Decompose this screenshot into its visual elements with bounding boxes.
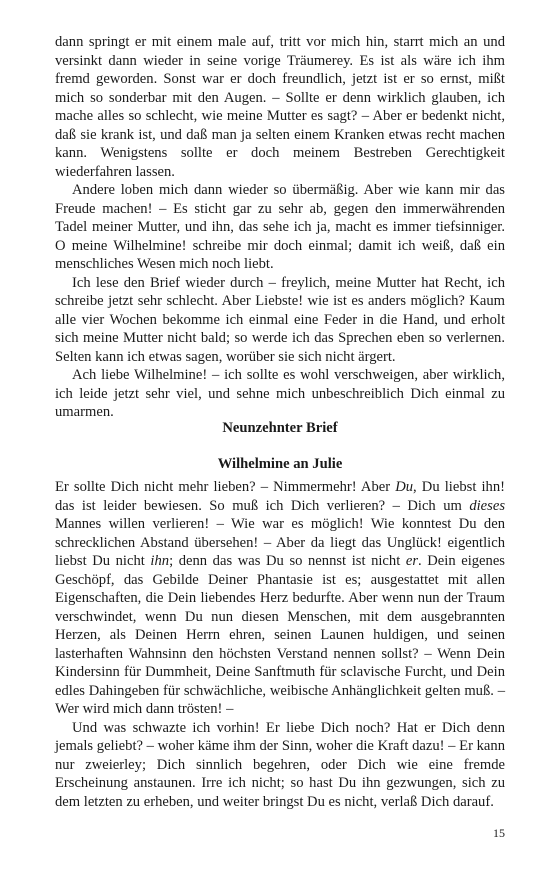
page-number: 15 [493,826,505,840]
paragraph: Andere loben mich dann wieder so übermäßig. Aber wie kann mir das Freude machen! – Es sticht gar zu sehr ab, gegen den immerwährenden Tadel meiner Mutter, und ihn, das sehe ich ja, macht es immer tiefsinniger. O meine Wilhelmine! schreibe mir doch einmal; damit ich weiß, daß ein menschliches Wesen mich noch liebt. [55,182,505,272]
text-run: , Du liebst ihn! das ist leider bewiesen. So muß ich Dich verlieren? – Dich um [55,479,505,514]
letter-19-body [55,478,505,811]
emphasis: er [405,553,419,569]
paragraph [55,478,505,719]
correspondents-heading: Wilhelmine an Julie [217,456,343,472]
paragraph: Und was schwazte ich vorhin! Er liebe Dich noch? Hat er Dich denn jemals geliebt? – woher käme ihm der Sinn, woher die Kraft dazu! – Er kann nur zweierley; Dich sinnlich begehren, oder Dich wie eine fremde Erscheinung anstaunen. Irre ich nicht; so hast Du ihn gezwungen, sich zu dem letzten zu erheben, und weiter bringst Du es nicht, verlaß Dich darauf. [55,719,505,810]
emphasis: ihn [150,553,170,569]
letter-heading: Neunzehnter Brief [222,420,338,436]
paragraph: Ich lese den Brief wieder durch – freylich, meine Mutter hat Recht, ich schreibe jetzt sehr schlecht. Aber Liebste! wie ist es anders möglich? Kaum alle vier Wochen bekomme ich einmal eine Feder in die Hand, und erholt sich meine Mutter nicht bald; so werde ich das Sprechen eben so verlernen. Selten kann ich etwas sagen, worüber sie sich nicht ärgert. [55,274,505,365]
paragraph: dann springt er mit einem male auf, tritt vor mich hin, starrt mich an und versinkt dann wieder in seine vorige Träumerey. Es ist als wäre ich ihm fremd geworden. Sonst war er doch freundlich, jetzt ist er so ernst, mißt mich so sonderbar mit den Augen. – Sollte er denn wirklich glauben, ich mache alles so schlecht, wie meine Mutter es sagt? – Aber er bedenkt nicht, daß sie krank ist, und daß man ja selten einem Kranken etwas recht machen kann. Wenigstens sollte er doch meinem Bestreben Gerechtigkeit wiederfahren lassen. [55,34,505,180]
emphasis: dieses [469,497,505,514]
text-run: . Dein eigenes Geschöpf, das Gebilde Deiner Phantasie ist es; ausgestattet mit allen Eigenschaften, die Dein liebendes Herz bedurfte. Aber wenn nun der Traum verschwindet, wenn Du nun diesen Menschen, mit dem ausgebrannten Herzen, als Deinen Herrn ehren, seinen Launen huldigen, und seinen lasterhaften Wahnsinn den höchsten Verstand nennen sollst? – Wenn Dein Kindersinn für Dummheit, Deine Sanftmuth für sclavische Furcht, und Dein edles Dahingeben für schwächliche, weibische Anhänglichkeit gelten muß. – Wer wird mich dann trösten! – [55,553,505,717]
letter-18-continuation [55,33,505,422]
text-run: ; denn das was Du so nennst ist nicht [169,553,406,569]
text-run: Er sollte Dich nicht mehr lieben? – Nimmermehr! Aber [55,479,396,495]
text-run: Mannes willen verlieren! – Wie war es möglich! Wie konntest Du den schrecklichen Abstand übersehen! – Aber da liegt das Unglück! eigentlich liebst Du nicht [55,516,505,569]
paragraph: Ach liebe Wilhelmine! – ich sollte es wohl verschweigen, aber wirklich, ich leide jetzt sehr viel, und sehne mich unbeschreiblich Dich einmal zu umarmen. [55,367,505,420]
emphasis: Du [395,479,414,495]
